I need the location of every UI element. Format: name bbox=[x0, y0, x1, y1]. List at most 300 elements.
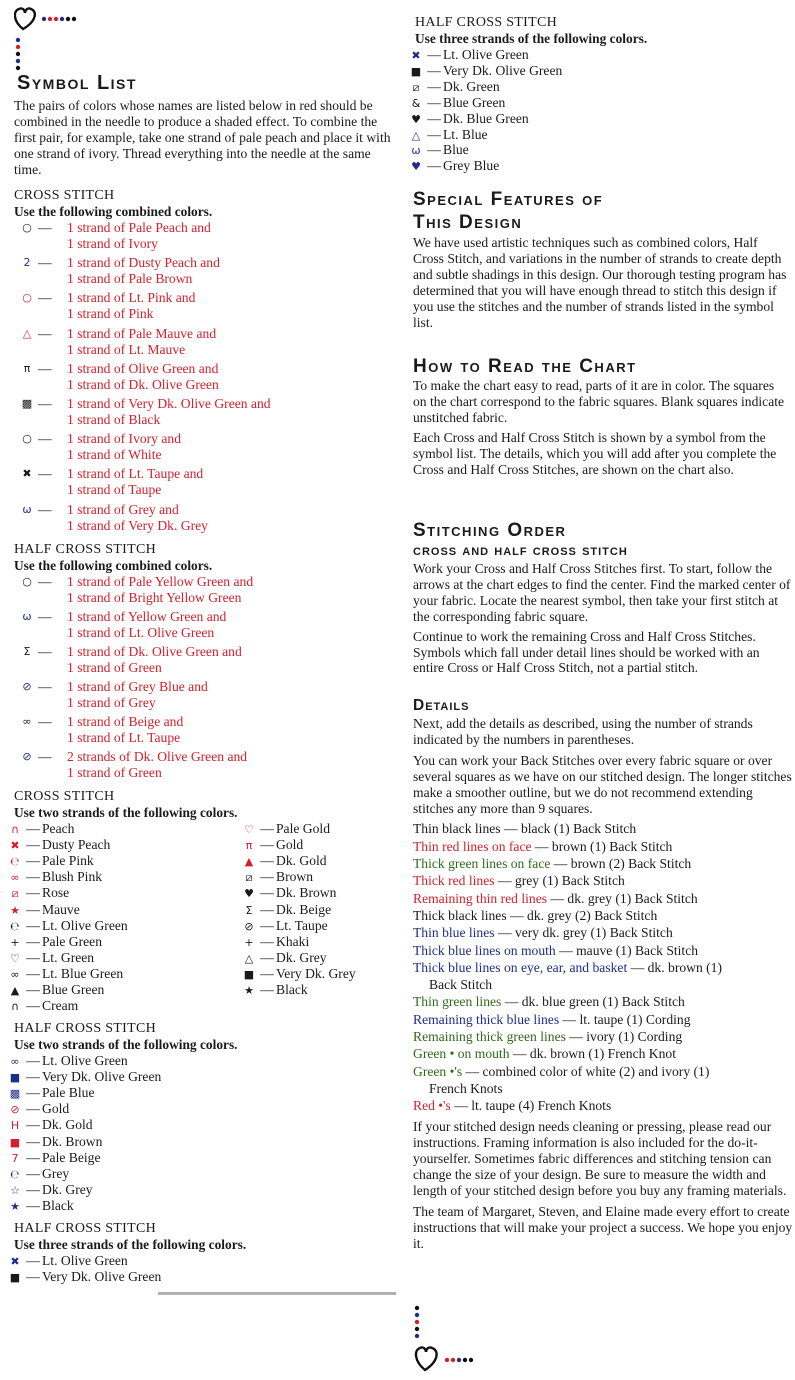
dash-separator: — bbox=[427, 142, 441, 158]
color-name: Dusty Peach bbox=[42, 837, 111, 853]
detail-line-rest: Back Stitch bbox=[429, 977, 493, 993]
color-name: Dk. Beige bbox=[276, 901, 332, 917]
color-line-1: 1 strand of Pale Yellow Green and bbox=[67, 574, 254, 589]
stitching-order-p1: Work your Cross and Half Cross Stitches first. To start, follow the arrows at the chart edges to find the center. Find the marked center of your fabric. Locate the nearest symbol, then take your first stitch at the corresponding fabric square. bbox=[413, 561, 791, 624]
color-line-2: 1 strand of Taupe bbox=[67, 482, 162, 498]
detail-line-rest: — mauve (1) Back Stitch bbox=[555, 942, 699, 958]
dash-separator: — bbox=[38, 220, 52, 235]
section-heading: HALF CROSS STITCH bbox=[415, 15, 558, 30]
dash-separator: — bbox=[26, 1269, 40, 1284]
detail-line bbox=[413, 993, 793, 1010]
dash-separator: — bbox=[26, 1101, 40, 1117]
dash-separator: — bbox=[38, 679, 52, 694]
color-list-item bbox=[240, 853, 327, 869]
color-line-2: 1 strand of Lt. Taupe bbox=[67, 730, 181, 745]
sigma-icon: Σ bbox=[23, 645, 31, 658]
dash-separator: — bbox=[26, 982, 40, 997]
color-list-item bbox=[6, 902, 80, 918]
color-line-1: 2 strands of Dk. Olive Green and bbox=[67, 749, 248, 764]
color-name: Black bbox=[42, 1197, 74, 1213]
section-subheading: Use two strands of the following colors. bbox=[14, 1037, 238, 1052]
color-name: Dk. Brown bbox=[42, 1133, 103, 1149]
color-line-1: 1 strand of Grey Blue and bbox=[67, 679, 208, 694]
x-cross-icon: ✖ bbox=[10, 1255, 20, 1268]
detail-line-lead: Thick blue lines on mouth bbox=[413, 942, 556, 958]
color-list-item bbox=[240, 885, 336, 901]
color-list-item bbox=[6, 998, 78, 1014]
color-list-item bbox=[6, 918, 128, 934]
color-name: Dk. Gold bbox=[276, 853, 327, 869]
color-name: Lt. Blue Green bbox=[42, 965, 124, 981]
square-filled-icon: ■ bbox=[9, 1071, 21, 1085]
color-list-item bbox=[407, 79, 500, 95]
color-line-2: 1 strand of Very Dk. Grey bbox=[67, 517, 208, 533]
color-line-2: 1 strand of Black bbox=[67, 412, 161, 427]
dash-separator: — bbox=[260, 917, 274, 933]
dash-separator: — bbox=[26, 901, 40, 917]
dash-separator: — bbox=[26, 1181, 40, 1197]
color-name: Dk. Brown bbox=[276, 885, 337, 901]
color-name: Khaki bbox=[276, 933, 310, 949]
detail-line-lead: Thin green lines bbox=[413, 994, 502, 1010]
dash-separator: — bbox=[26, 1053, 40, 1068]
color-name: Very Dk. Grey bbox=[276, 965, 356, 981]
half-three-right-section bbox=[410, 15, 790, 177]
color-line-1: 1 strand of Grey and bbox=[67, 501, 179, 517]
pi-icon: π bbox=[23, 361, 31, 375]
arch-icon: ∩ bbox=[10, 823, 20, 836]
detail-line-rest: — brown (1) Back Stitch bbox=[531, 838, 673, 854]
color-name: Dk. Gold bbox=[42, 1117, 93, 1133]
infinity-icon: ∞ bbox=[10, 871, 20, 885]
stitching-order-heading: Stitching Order bbox=[413, 520, 567, 541]
color-line-2: 1 strand of Bright Yellow Green bbox=[67, 590, 242, 605]
triangle-filled-icon: ▲ bbox=[244, 855, 254, 869]
color-name: Lt. Olive Green bbox=[443, 47, 529, 62]
color-name: Dk. Blue Green bbox=[443, 110, 529, 126]
detail-line-lead: Green •'s bbox=[413, 1063, 463, 1079]
color-line-2: 1 strand of Lt. Olive Green bbox=[67, 625, 215, 640]
star-icon: ★ bbox=[244, 984, 254, 997]
e-icon: ℮ bbox=[10, 855, 20, 869]
color-list bbox=[6, 1053, 394, 1218]
color-list-item bbox=[407, 142, 469, 158]
color-list-item bbox=[6, 1166, 69, 1182]
color-line-1: 1 strand of Pale Peach and bbox=[67, 220, 211, 235]
pi-icon: π bbox=[245, 839, 253, 853]
color-line-2: 1 strand of Grey bbox=[67, 695, 156, 710]
dash-separator: — bbox=[38, 431, 52, 447]
triangle-open-icon: △ bbox=[411, 128, 421, 142]
color-line-2: 1 strand of White bbox=[67, 447, 162, 463]
dash-separator: — bbox=[26, 837, 40, 853]
section-heading: HALF CROSS STITCH bbox=[14, 1021, 157, 1036]
circle-open-icon: ○ bbox=[22, 221, 32, 234]
arch-icon: ∩ bbox=[10, 1000, 20, 1014]
color-list-item bbox=[407, 47, 529, 63]
details-heading: Details bbox=[413, 697, 470, 714]
color-list-item bbox=[240, 950, 327, 966]
how-to-read-heading: How to Read the Chart bbox=[413, 356, 637, 377]
how-to-read-p2: Each Cross and Half Cross Stitch is shown by a symbol from the symbol list. The details, which you will add after you complete the Cross and Half Cross Stitches, are shown on the chart also. bbox=[413, 429, 777, 477]
slash-oval-icon: ⊘ bbox=[22, 750, 32, 763]
heart-dots-ornament-top bbox=[14, 6, 94, 74]
detail-line-lead: Remaining thick blue lines bbox=[413, 1011, 560, 1027]
circle-open-black-icon: ○ bbox=[22, 432, 32, 446]
slash-oval-icon: ⊘ bbox=[22, 680, 32, 693]
color-name: Cream bbox=[42, 998, 79, 1014]
stitching-order-subheading: cross and half cross stitch bbox=[413, 542, 628, 559]
x-cross-icon: ✖ bbox=[411, 49, 421, 62]
triangle-filled-icon: ▲ bbox=[10, 984, 20, 997]
color-name: Dk. Grey bbox=[42, 1181, 93, 1197]
dash-separator: — bbox=[26, 1165, 40, 1181]
dash-separator: — bbox=[38, 644, 52, 659]
dash-separator: — bbox=[26, 1253, 40, 1268]
color-list-item bbox=[240, 918, 328, 934]
details-section bbox=[413, 697, 793, 1252]
dash-separator: — bbox=[26, 1069, 40, 1085]
dash-separator: — bbox=[260, 901, 274, 917]
x-cross-icon: ✖ bbox=[22, 467, 32, 481]
section-heading: HALF CROSS STITCH bbox=[14, 1221, 157, 1236]
color-name: Pale Beige bbox=[42, 1149, 101, 1165]
slash-square-icon: ⧄ bbox=[11, 887, 19, 901]
detail-line-lead: Thick black lines bbox=[413, 907, 507, 923]
color-list-item bbox=[6, 1069, 161, 1085]
dash-separator: — bbox=[260, 982, 274, 997]
color-list-item bbox=[407, 111, 529, 127]
dash-separator: — bbox=[38, 466, 52, 482]
dash-separator: — bbox=[26, 821, 40, 836]
detail-lines-list bbox=[413, 820, 793, 1114]
detail-line-rest: — dk. brown (1) bbox=[627, 959, 722, 975]
circle-open-icon: ○ bbox=[22, 575, 32, 588]
detail-line bbox=[413, 855, 793, 872]
ampersand-icon: & bbox=[411, 96, 421, 110]
dash-separator: — bbox=[38, 501, 52, 517]
half-three-left-section bbox=[9, 1221, 394, 1287]
color-line-2: 1 strand of Ivory bbox=[67, 236, 158, 251]
slash-oval-icon: ⊘ bbox=[244, 919, 254, 933]
detail-line bbox=[413, 976, 793, 993]
dash-separator: — bbox=[26, 1085, 40, 1101]
color-line-1: 1 strand of Lt. Pink and bbox=[67, 290, 196, 306]
section-subheading: Use three strands of the following colors. bbox=[14, 1237, 247, 1252]
color-name: Very Dk. Olive Green bbox=[443, 62, 563, 78]
color-line-2: 1 strand of Lt. Mauve bbox=[67, 341, 186, 357]
dash-separator: — bbox=[260, 933, 274, 949]
triangle-open-icon: △ bbox=[244, 951, 254, 965]
heading-line-1: Special Features of bbox=[413, 189, 604, 210]
omega-icon: ω bbox=[411, 144, 421, 158]
color-line-1: 1 strand of Dusty Peach and bbox=[67, 255, 220, 271]
square-filled-icon: ■ bbox=[243, 967, 255, 981]
bottom-rule bbox=[158, 1292, 396, 1295]
heart-filled-icon: ♥ bbox=[411, 160, 421, 174]
color-line-1: 1 strand of Ivory and bbox=[67, 431, 182, 447]
color-list-item bbox=[407, 63, 562, 79]
section-heading: CROSS STITCH bbox=[14, 789, 115, 804]
dash-separator: — bbox=[26, 998, 40, 1014]
section-subheading: Use the following combined colors. bbox=[14, 558, 213, 573]
slash-square-icon: ⧄ bbox=[245, 871, 253, 885]
detail-line-lead: Remaining thin red lines bbox=[413, 890, 548, 906]
color-name: Grey bbox=[42, 1165, 70, 1181]
color-line-1: 1 strand of Yellow Green and bbox=[67, 609, 227, 624]
detail-line-rest: — grey (1) Back Stitch bbox=[494, 873, 625, 889]
color-list-item bbox=[6, 1101, 69, 1117]
detail-line bbox=[413, 1045, 793, 1062]
color-list-left bbox=[6, 821, 206, 1021]
triangle-open-icon: △ bbox=[22, 326, 32, 340]
combined-color-list bbox=[2, 574, 394, 786]
circle-open-red-icon: ○ bbox=[22, 291, 32, 305]
color-list-item bbox=[407, 95, 505, 111]
color-name: Dk. Grey bbox=[276, 949, 327, 965]
omega-icon: ω bbox=[22, 502, 32, 516]
detail-line bbox=[413, 1097, 793, 1114]
color-list-item bbox=[6, 837, 110, 853]
square-filled-icon: ■ bbox=[410, 64, 422, 78]
color-name: Dk. Green bbox=[443, 78, 500, 94]
color-line-2: 1 strand of Pink bbox=[67, 306, 154, 322]
infinity-icon: ∞ bbox=[10, 967, 20, 981]
details-p1: Next, add the details as described, using the number of strands indicated by the numbers in parentheses. bbox=[413, 716, 753, 747]
dash-separator: — bbox=[26, 885, 40, 901]
detail-line bbox=[413, 907, 793, 924]
checker-square-icon: ▩ bbox=[21, 397, 33, 410]
color-list-item bbox=[6, 1198, 74, 1214]
dash-separator: — bbox=[427, 158, 441, 174]
x-cross-icon: ✖ bbox=[10, 839, 20, 853]
star-open-icon: ☆ bbox=[10, 1183, 20, 1197]
color-name: Grey Blue bbox=[443, 158, 500, 174]
color-name: Pale Gold bbox=[276, 821, 330, 836]
color-list-item bbox=[240, 982, 308, 998]
section-subheading: Use the following combined colors. bbox=[14, 204, 213, 219]
detail-line-rest: French Knots bbox=[429, 1080, 503, 1096]
color-name: Blue Green bbox=[42, 982, 105, 997]
color-line-2: 1 strand of Dk. Olive Green bbox=[67, 376, 219, 392]
heading-line-2: This Design bbox=[413, 212, 523, 233]
dash-separator: — bbox=[26, 1197, 40, 1213]
detail-line-rest: — dk. brown (1) French Knot bbox=[509, 1046, 676, 1062]
color-list bbox=[407, 47, 790, 177]
color-list-right bbox=[240, 821, 400, 1001]
details-p4: The team of Margaret, Steven, and Elaine made every effort to create instructions that will make your project a success. We hope you enjoy it. bbox=[413, 1204, 793, 1251]
detail-line-lead: Thin blue lines bbox=[413, 925, 495, 941]
color-name: Very Dk. Olive Green bbox=[42, 1269, 162, 1284]
color-list-item bbox=[6, 966, 123, 982]
color-list-item bbox=[240, 869, 313, 885]
detail-line-lead: Thin red lines on face bbox=[413, 838, 532, 854]
heart-outline-icon bbox=[14, 6, 94, 74]
dash-separator: — bbox=[26, 1149, 40, 1165]
color-line-1: 1 strand of Olive Green and bbox=[67, 360, 219, 376]
section-subheading: Use three strands of the following colors. bbox=[415, 31, 648, 46]
numeral-7-icon: 7 bbox=[11, 1151, 19, 1165]
plus-icon: + bbox=[10, 935, 20, 949]
checker-square-icon: ▩ bbox=[9, 1087, 21, 1101]
cross-two-section bbox=[10, 789, 394, 1014]
dash-separator: — bbox=[427, 126, 441, 142]
stitching-order-section bbox=[413, 519, 791, 676]
special-features-heading bbox=[413, 188, 791, 234]
detail-line-lead: Thick blue lines on eye, ear, and basket bbox=[413, 959, 628, 975]
details-p3: If your stitched design needs cleaning or pressing, please read our instructions. Framing information is also included for the do-it-yourselfer. Sometimes fabric differences and stitching tension can change the size of your design. Be sure to measure the width and length of your stitched design before you buy any framing materials. bbox=[413, 1119, 787, 1199]
dash-separator: — bbox=[427, 78, 441, 94]
detail-line bbox=[413, 820, 793, 837]
dash-separator: — bbox=[38, 714, 52, 729]
half-combined-section bbox=[14, 542, 394, 786]
color-list-item bbox=[6, 950, 94, 966]
omega-icon: ω bbox=[22, 610, 32, 623]
color-line-1: 1 strand of Dk. Olive Green and bbox=[67, 644, 242, 659]
color-list-item bbox=[6, 1269, 161, 1285]
dash-separator: — bbox=[38, 749, 52, 764]
dash-separator: — bbox=[260, 885, 274, 901]
color-list-item bbox=[6, 1253, 128, 1269]
color-name: Lt. Olive Green bbox=[42, 1053, 128, 1068]
detail-line bbox=[413, 1063, 793, 1080]
detail-line bbox=[413, 942, 793, 959]
numeral-2-icon: 2 bbox=[23, 256, 31, 270]
square-filled-icon: ■ bbox=[9, 1135, 21, 1149]
detail-line bbox=[413, 890, 793, 907]
dash-separator: — bbox=[38, 290, 52, 306]
infinity-icon: ∞ bbox=[22, 715, 32, 728]
dash-separator: — bbox=[26, 933, 40, 949]
plus-icon: + bbox=[244, 935, 254, 949]
detail-line-lead: Green • on mouth bbox=[413, 1046, 510, 1062]
color-name: Blue bbox=[443, 142, 469, 158]
dash-separator: — bbox=[26, 853, 40, 869]
dash-separator: — bbox=[260, 821, 274, 836]
dash-separator: — bbox=[38, 360, 52, 376]
detail-line-lead: Thick red lines bbox=[413, 873, 495, 889]
color-list-item bbox=[6, 869, 102, 885]
half-two-section bbox=[9, 1021, 394, 1218]
how-to-read-section bbox=[413, 355, 791, 477]
color-name: Pale Pink bbox=[42, 853, 94, 869]
h-icon: H bbox=[10, 1119, 20, 1133]
color-list-item bbox=[6, 853, 94, 869]
detail-line-rest: — brown (2) Back Stitch bbox=[550, 856, 692, 872]
combined-color-list bbox=[2, 220, 394, 540]
detail-line-lead: Thick green lines on face bbox=[413, 856, 551, 872]
detail-line-rest: — ivory (1) Cording bbox=[565, 1029, 683, 1044]
dash-separator: — bbox=[38, 255, 52, 271]
detail-line-lead: Remaining thick green lines bbox=[413, 1029, 566, 1044]
dash-separator: — bbox=[26, 1117, 40, 1133]
slash-oval-icon: ⊘ bbox=[10, 1103, 20, 1117]
color-line-1: 1 strand of Beige and bbox=[67, 714, 184, 729]
square-filled-icon: ■ bbox=[9, 1271, 21, 1284]
color-list-item bbox=[6, 1134, 102, 1150]
section-heading: CROSS STITCH bbox=[14, 188, 115, 203]
intro-text: The pairs of colors whose names are listed below in red should be combined in the needle to produce a shaded effect. To combine the first pair, for example, take one strand of pale peach and place it with one strand of ivory. Thread everything into the needle at the same time. bbox=[14, 98, 391, 177]
color-line-1: 1 strand of Lt. Taupe and bbox=[67, 466, 204, 482]
color-line-2: 1 strand of Green bbox=[67, 660, 162, 675]
cross-combined-section bbox=[14, 188, 394, 540]
heart-filled-icon: ♥ bbox=[411, 112, 421, 126]
color-name: Peach bbox=[42, 821, 75, 836]
color-name: Gold bbox=[42, 1101, 70, 1117]
color-list-item bbox=[6, 885, 69, 901]
detail-line bbox=[413, 1011, 793, 1028]
dash-separator: — bbox=[26, 965, 40, 981]
color-name: Very Dk. Olive Green bbox=[42, 1069, 162, 1085]
color-list-item bbox=[6, 982, 104, 998]
detail-line-rest: — dk. grey (2) Back Stitch bbox=[506, 907, 658, 923]
heart-filled-icon: ♥ bbox=[244, 887, 254, 901]
special-features-section bbox=[413, 188, 791, 330]
dash-separator: — bbox=[260, 949, 274, 965]
dash-separator: — bbox=[38, 609, 52, 624]
color-list-item bbox=[6, 1182, 93, 1198]
e-icon: ℮ bbox=[10, 919, 20, 933]
slash-square-icon: ⧄ bbox=[412, 80, 420, 94]
detail-line-rest: — lt. taupe (1) Cording bbox=[559, 1011, 691, 1027]
detail-line-lead: Red •'s bbox=[413, 1098, 451, 1114]
dash-separator: — bbox=[260, 965, 274, 981]
heart-outline-icon bbox=[411, 1302, 491, 1374]
color-name: Rose bbox=[42, 885, 70, 901]
color-name: Blush Pink bbox=[42, 869, 103, 885]
sigma-icon: Σ bbox=[245, 903, 253, 917]
color-name: Lt. Taupe bbox=[276, 917, 328, 933]
detail-line bbox=[413, 838, 793, 855]
color-line-2: 1 strand of Pale Brown bbox=[67, 271, 193, 287]
symbol-list-title: Symbol List bbox=[17, 72, 137, 94]
dash-separator: — bbox=[427, 62, 441, 78]
dash-separator: — bbox=[26, 1133, 40, 1149]
color-name: Lt. Olive Green bbox=[42, 1253, 128, 1268]
detail-line bbox=[413, 872, 793, 889]
color-list-item bbox=[240, 821, 330, 837]
color-name: Blue Green bbox=[443, 94, 506, 110]
color-name: Black bbox=[276, 982, 308, 997]
color-name: Mauve bbox=[42, 901, 80, 917]
detail-line bbox=[413, 1028, 793, 1045]
color-list-item bbox=[6, 1117, 93, 1133]
color-list-item bbox=[240, 934, 309, 950]
detail-line bbox=[413, 959, 793, 976]
detail-line-rest: — lt. taupe (4) French Knots bbox=[450, 1098, 612, 1114]
detail-line-rest: — combined color of white (2) and ivory (1) bbox=[462, 1063, 710, 1079]
dash-separator: — bbox=[427, 94, 441, 110]
color-name: Lt. Green bbox=[42, 949, 95, 965]
color-name: Pale Blue bbox=[42, 1085, 95, 1101]
dash-separator: — bbox=[26, 869, 40, 885]
dash-separator: — bbox=[26, 949, 40, 965]
dash-separator: — bbox=[427, 110, 441, 126]
heart-dots-ornament-bottom bbox=[411, 1302, 491, 1374]
star-icon: ★ bbox=[10, 1199, 20, 1213]
dash-separator: — bbox=[38, 325, 52, 341]
dash-separator: — bbox=[26, 917, 40, 933]
color-list-item bbox=[6, 821, 74, 837]
detail-line-rest: — black (1) Back Stitch bbox=[500, 821, 637, 837]
color-name: Lt. Olive Green bbox=[42, 917, 128, 933]
color-list-item bbox=[6, 1053, 128, 1069]
color-list-item bbox=[407, 127, 488, 143]
special-features-text: We have used artistic techniques such as combined colors, Half Cross Stitch, and variations in the number of strands to create depth and subtle shadings in this design. Our thorough testing program has determined that you will have enough thread to stitch this design if you use the stitches and the number of strands listed in the symbol list. bbox=[413, 235, 787, 330]
dash-separator: — bbox=[260, 869, 274, 885]
color-list-item bbox=[407, 158, 499, 174]
details-p2: You can work your Back Stitches over every fabric square or over several squares as we have on our stitched design. The longer stitches make a smoother outline, but we do not recommend extending stitches any more than 9 squares. bbox=[413, 752, 792, 816]
